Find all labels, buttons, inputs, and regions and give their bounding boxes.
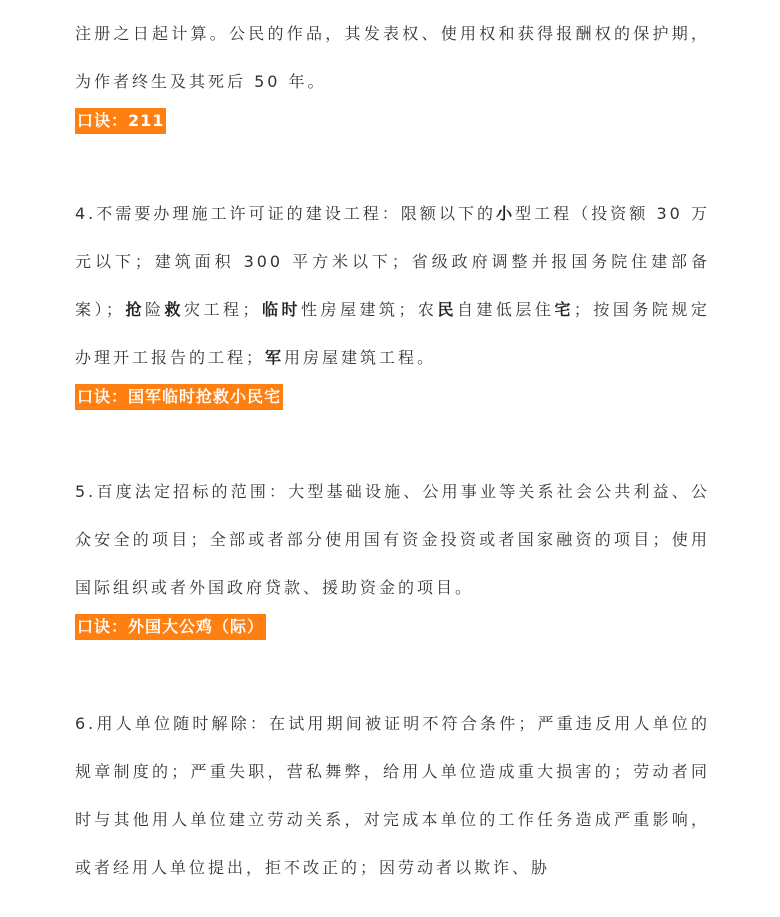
- bold-keyword: 军: [265, 348, 285, 367]
- bold-keyword: 宅: [554, 300, 574, 319]
- text-segment: 自建低层住: [456, 300, 555, 319]
- paragraph-employer-termination: 6.用人单位随时解除：在试用期间被证明不符合条件；严重违反用人单位的规章制度的；严重失职，营私舞弊，给用人单位造成重大损害的；劳动者同时与其他用人单位建立劳动关系，对完成本单位的工作任务造成严重影响，或者经用人单位提出，拒不改正的；因劳动者以欺诈、胁: [75, 714, 710, 877]
- mnemonic-tag-211: 口诀：211: [75, 108, 166, 134]
- text-segment: 灾工程；: [184, 300, 262, 319]
- text-segment: 用房屋建筑工程。: [284, 348, 437, 367]
- mnemonic-tag-foreign: 口诀：外国大公鸡（际）: [75, 614, 266, 640]
- bold-keyword: 小: [496, 204, 516, 223]
- text-segment: 4.不需要办理施工许可证的建设工程：限额以下的: [75, 204, 497, 223]
- paragraph-construction-permit-exemptions: [75, 190, 710, 382]
- text-segment: ；按国务院规定办理开工报告的工程；: [75, 300, 710, 367]
- text-segment: 性房屋建筑；农: [300, 300, 438, 319]
- bold-keyword: 临时: [261, 300, 301, 319]
- paragraph-copyright-term: 注册之日起计算。公民的作品，其发表权、使用权和获得报酬权的保护期，为作者终生及其死后 50 年。: [75, 24, 710, 91]
- bold-keyword: 民: [437, 300, 457, 319]
- bold-keyword: 救: [164, 300, 184, 319]
- article-body: [75, 10, 710, 892]
- paragraph-mandatory-bidding-scope: 5.百度法定招标的范围：大型基础设施、公用事业等关系社会公共利益、公众安全的项目；全部或者部分使用国有资金投资或者国家融资的项目；使用国际组织或者外国政府贷款、援助资金的项目。: [75, 482, 710, 597]
- bold-keyword: 抢: [125, 300, 145, 319]
- mnemonic-tag-military: 口诀：国军临时抢救小民宅: [75, 384, 283, 410]
- text-segment: 型工程（投资额 30 万元以下；建筑面积 300 平方米以下；省级政府调整并报国务院住建部备案）；: [75, 204, 710, 319]
- text-segment: 险: [145, 300, 165, 319]
